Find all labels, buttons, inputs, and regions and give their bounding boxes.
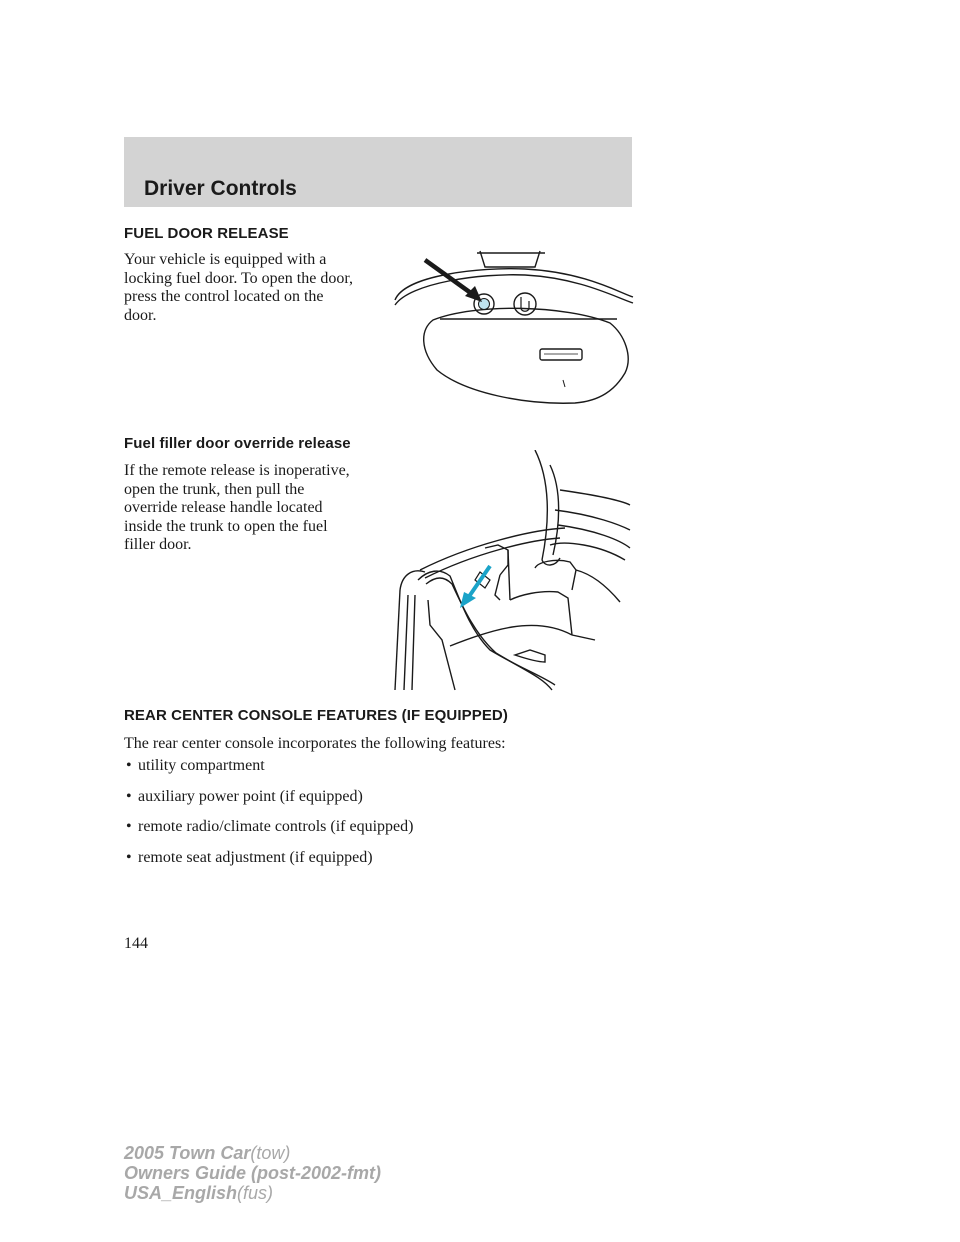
floor-right [572, 635, 595, 640]
text-line: door. [124, 306, 157, 324]
footer-language-code: (fus) [237, 1183, 274, 1203]
list-item [124, 788, 413, 819]
list-item [124, 818, 413, 849]
lid-edge [560, 490, 630, 505]
latch-bracket [515, 650, 545, 662]
text-line: open the trunk, then pull the [124, 480, 305, 498]
release-housing-side [495, 575, 500, 600]
list-item-text: auxiliary power point (if equipped) [138, 787, 363, 805]
footer-line-3 [124, 1183, 381, 1203]
bumper-corner [400, 571, 425, 590]
section-title: Driver Controls [144, 177, 297, 200]
text-line: inside the trunk to open the fuel [124, 517, 328, 535]
section-header-band [124, 137, 632, 207]
list-item-text: remote seat adjustment (if equipped) [138, 848, 373, 866]
text-line: locking fuel door. To open the door, [124, 269, 354, 287]
footer-line-2 [124, 1163, 381, 1183]
footer-language: USA_English [124, 1183, 238, 1203]
text-line: If the remote release is inoperative, [124, 462, 350, 479]
release-housing-edge [508, 550, 510, 600]
text-line: Your vehicle is equipped with a [124, 251, 327, 268]
body-panel-line [395, 269, 633, 300]
rear-console-heading: REAR CENTER CONSOLE FEATURES (IF EQUIPPED) [124, 707, 508, 724]
bullet-glyph: • [126, 757, 132, 774]
text-line: override release handle located [124, 499, 323, 516]
door-emblem [540, 349, 582, 360]
list-item [124, 849, 413, 880]
list-item [124, 757, 413, 788]
text-line: press the control located on the [124, 288, 324, 305]
fuel-door-illustration [385, 245, 635, 410]
wheel-well-edge [576, 570, 620, 602]
rear-edge [395, 590, 400, 690]
door-mark [563, 380, 565, 387]
bullet-glyph: • [126, 787, 132, 805]
page-number: 144 [124, 935, 148, 952]
rear-console-feature-list [124, 757, 413, 879]
wheel-well [535, 560, 576, 590]
footer-model: 2005 Town Car [124, 1143, 251, 1163]
list-item-text: remote radio/climate controls (if equipped) [138, 818, 414, 835]
rear-console-intro: The rear center console incorporates the following features: [124, 735, 506, 752]
bullet-glyph: • [126, 818, 132, 835]
floor-line [450, 625, 572, 646]
override-release-heading: Fuel filler door override release [124, 435, 351, 452]
trunk-rim-outer [420, 528, 565, 570]
lid-edge-3 [558, 525, 630, 548]
floor-step [510, 592, 572, 635]
footer-line-1 [124, 1143, 381, 1163]
bullet-glyph: • [126, 848, 132, 866]
fuel-door-panel [424, 308, 628, 403]
trim-channel-outer [418, 571, 555, 685]
fuel-door-release-heading: FUEL DOOR RELEASE [124, 225, 289, 242]
override-release-text [124, 462, 389, 555]
lid-edge-2 [555, 510, 630, 530]
rear-edge-3 [412, 595, 415, 690]
rear-edge-2 [404, 595, 408, 690]
document-footer [124, 1143, 381, 1203]
pull-arrow-shaft [468, 566, 490, 598]
text-line: filler door. [124, 536, 192, 553]
trunk-override-illustration [390, 450, 640, 695]
rear-shelf [550, 543, 625, 560]
list-item-text: utility compartment [138, 757, 265, 774]
footer-guide: Owners Guide (post-2002-fmt) [124, 1163, 382, 1183]
pull-arrow-head [460, 592, 476, 608]
footer-model-code: (tow) [250, 1143, 291, 1163]
fuel-door-release-text [124, 251, 389, 325]
lid-hinge-outer [535, 450, 547, 560]
